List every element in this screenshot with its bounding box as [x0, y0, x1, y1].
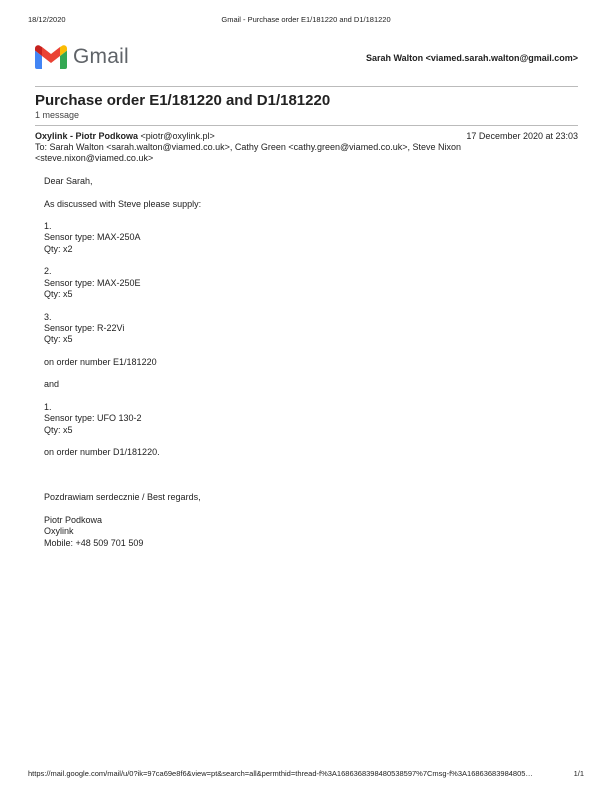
body-line: Piotr Podkowa [44, 514, 103, 525]
body-line: Sensor type: UFO 130-2 [44, 413, 142, 424]
body-line [44, 187, 201, 198]
message-body [44, 176, 201, 549]
account-identity: Sarah Walton <viamed.sarah.walton@gmail.com> [365, 53, 578, 63]
body-line: 1. [44, 221, 52, 232]
body-line: Mobile: +48 509 701 509 [44, 537, 144, 548]
print-date: 18/12/2020 [28, 15, 66, 24]
message-date: 17 December 2020 at 23:03 [466, 131, 578, 141]
body-line [44, 470, 201, 481]
body-line [44, 368, 201, 379]
body-line: and [44, 379, 60, 390]
gmail-m-logo-icon [35, 45, 67, 69]
body-line [44, 391, 201, 402]
gmail-logo [35, 44, 128, 70]
body-line: on order number D1/181220. [44, 447, 160, 458]
sender-name: Oxylink - Piotr Podkowa [35, 131, 139, 141]
body-line: Oxylink [44, 526, 74, 537]
body-line: Qty: x5 [44, 424, 73, 435]
body-line: Qty: x5 [44, 288, 73, 299]
body-line [44, 504, 201, 515]
sender-email: <piotr@oxylink.pl> [140, 131, 215, 141]
gmail-wordmark: Gmail [73, 45, 129, 68]
body-line: 2. [44, 266, 52, 277]
message-sender [35, 131, 215, 141]
body-line [44, 481, 201, 492]
print-title: Gmail - Purchase order E1/181220 and D1/181220 [221, 15, 391, 24]
message-recipients: To: Sarah Walton <sarah.walton@viamed.co.uk>, Cathy Green <cathy.green@viamed.co.uk>, Steve Nixon <steve.nixon@viamed.co.uk> [35, 142, 461, 163]
body-line: Sensor type: MAX-250E [44, 277, 141, 288]
print-page-number: 1/1 [573, 769, 584, 778]
body-line: Qty: x2 [44, 243, 73, 254]
body-line [44, 210, 201, 221]
body-line: Dear Sarah, [44, 176, 93, 186]
body-line [44, 458, 201, 469]
thread-subject: Purchase order E1/181220 and D1/181220 [35, 92, 331, 109]
header-divider [35, 86, 578, 87]
body-line: Sensor type: R-22Vi [44, 322, 125, 333]
message-divider [35, 125, 578, 126]
body-line: 3. [44, 311, 52, 322]
print-url: https://mail.google.com/mail/u/0?ik=97ca69e8f6&view=pt&search=all&permthid=thread-f%3A1686368398480538597%7Cmsg-f%3A16863683984805… [28, 769, 533, 778]
body-line: Qty: x5 [44, 334, 73, 345]
body-line: on order number E1/181220 [44, 356, 157, 367]
body-line: Pozdrawiam serdecznie / Best regards, [44, 492, 201, 503]
body-line: 1. [44, 401, 52, 412]
body-line [44, 255, 201, 266]
body-line [44, 300, 201, 311]
message-count: 1 message [35, 110, 80, 120]
body-line: Sensor type: MAX-250A [44, 232, 141, 243]
body-line: As discussed with Steve please supply: [44, 198, 202, 209]
body-line [44, 345, 201, 356]
body-line [44, 436, 201, 447]
